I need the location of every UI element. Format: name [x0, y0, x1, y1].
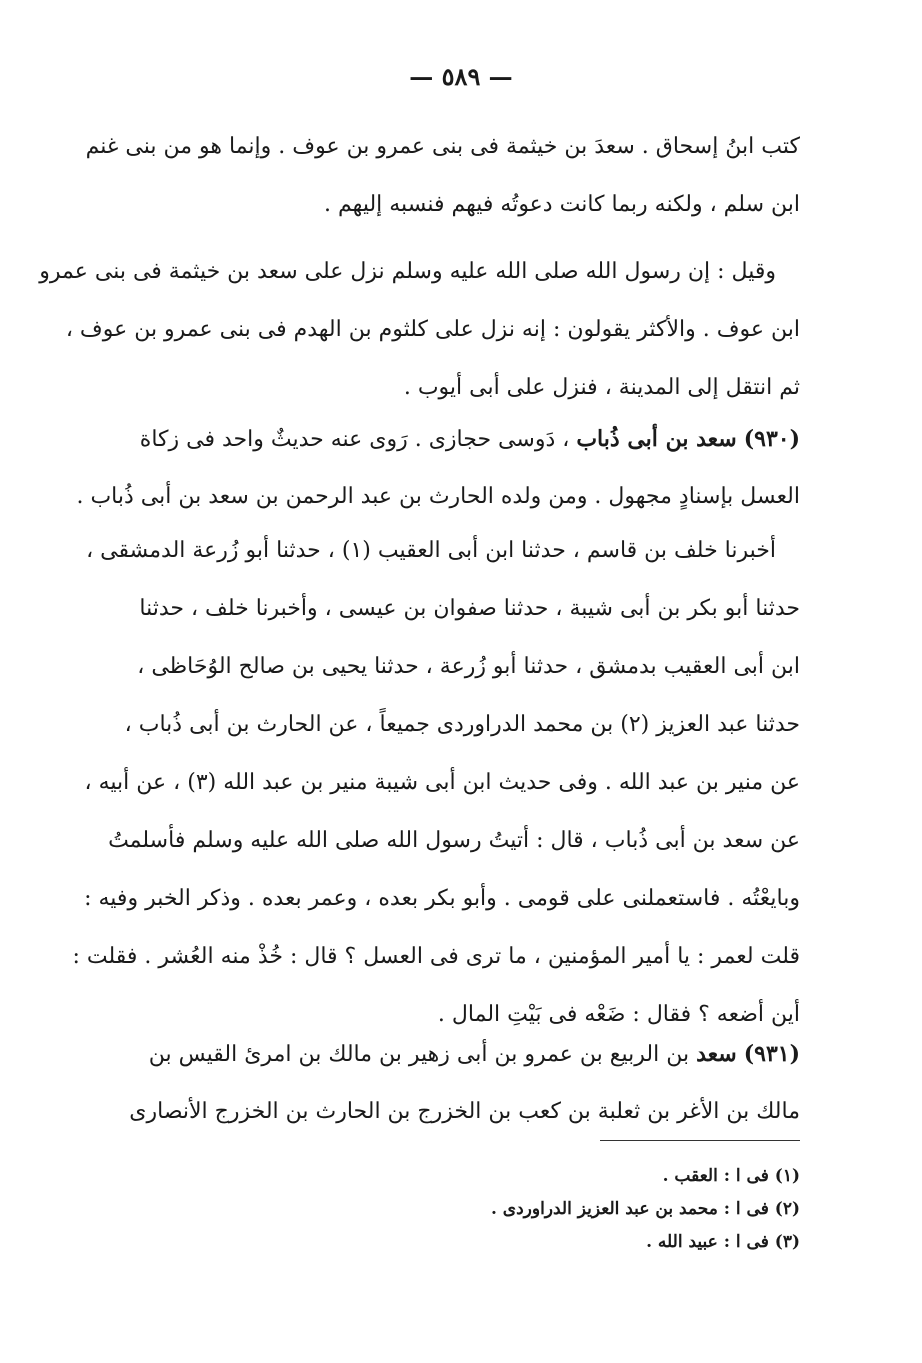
footnote-2: (٢) فى ا : محمد بن عبد العزيز الدراوردى . — [490, 1199, 800, 1219]
text-line: ابن عوف . والأكثر يقولون : إنه نزل على كلثوم بن الهدم فى بنى عمرو بن عوف ، — [65, 317, 800, 342]
text-line: قلت لعمر : يا أمير المؤمنين ، ما ترى فى العسل ؟ قال : خُذْ منه العُشر . فقلت : — [72, 944, 800, 969]
text-line: وقيل : إن رسول الله صلى الله عليه وسلم نزل على سعد بن خيثمة فى بنى عمرو — [39, 259, 776, 284]
entry-text: ، دَوسى حجازى . رَوى عنه حديثٌ واحد فى زكاة — [139, 427, 570, 452]
text-line: ابن أبى العقيب بدمشق ، حدثنا أبو زُرعة ، حدثنا يحيى بن صالح الوُحَاظى ، — [137, 654, 800, 679]
entry-930 — [76, 410, 800, 526]
entry-number: (٩٣٠) — [743, 426, 800, 452]
text-line: عن منير بن عبد الله . وفى حديث ابن أبى شيبة منير بن عبد الله (٣) ، عن أبيه ، — [84, 770, 800, 795]
text-line: أين أضعه ؟ فقال : ضَعْه فى بَيْتِ المال . — [437, 1002, 800, 1027]
text-line: كتب ابنُ إسحاق . سعدَ بن خيثمة فى بنى عمرو بن عوف . وإنما هو من بنى غنم — [85, 134, 800, 159]
entry-name: سعد بن أبى ذُباب — [576, 426, 737, 452]
text-line: ثم انتقل إلى المدينة ، فنزل على أبى أيوب . — [403, 375, 800, 400]
paragraph-2 — [39, 243, 800, 417]
text-line: أخبرنا خلف بن قاسم ، حدثنا ابن أبى العقيب (١) ، حدثنا أبو زُرعة الدمشقى ، — [86, 538, 776, 563]
entry-heading-line — [150, 1025, 800, 1083]
text-line: العسل بإسنادٍ مجهول . ومن ولده الحارث بن عبد الرحمن بن سعد بن أبى ذُباب . — [76, 484, 800, 509]
text-line: حدثنا أبو بكر بن أبى شيبة ، حدثنا صفوان بن عيسى ، وأخبرنا خلف ، حدثنا — [139, 596, 800, 621]
text-line: حدثنا عبد العزيز (٢) بن محمد الدراوردى جميعاً ، عن الحارث بن أبى ذُباب ، — [124, 712, 800, 737]
entry-number: (٩٣١) — [743, 1041, 800, 1067]
paragraph-isnad — [72, 522, 800, 1044]
footnote-separator — [600, 1140, 800, 1141]
entry-name: سعد — [696, 1041, 737, 1067]
entry-heading-line — [139, 410, 800, 468]
text-line: عن سعد بن أبى ذُباب ، قال : أتيتُ رسول الله صلى الله عليه وسلم فأسلمتُ — [108, 828, 800, 853]
text-line: وبايعْتُه . فاستعملنى على قومى . وأبو بكر بعده ، وعمر بعده . وذكر الخبر وفيه : — [84, 886, 800, 911]
footnote-1: (١) فى ا : العقب . — [662, 1166, 800, 1186]
paragraph-1 — [85, 118, 800, 234]
page-number: — ٥٨٩ — — [409, 62, 513, 91]
text-line: مالك بن الأغر بن ثعلبة بن كعب بن الخزرج بن الحارث بن الخزرج الأنصارى — [129, 1099, 800, 1124]
footnote-3: (٣) فى ا : عبيد الله . — [646, 1232, 800, 1252]
entry-text: بن الربيع بن عمرو بن أبى زهير بن مالك بن امرئ القيس بن — [148, 1042, 690, 1067]
entry-931 — [129, 1025, 800, 1141]
text-line: ابن سلم ، ولكنه ربما كانت دعوتُه فيهم فنسبه إليهم . — [324, 192, 800, 217]
footnotes — [380, 1160, 800, 1259]
